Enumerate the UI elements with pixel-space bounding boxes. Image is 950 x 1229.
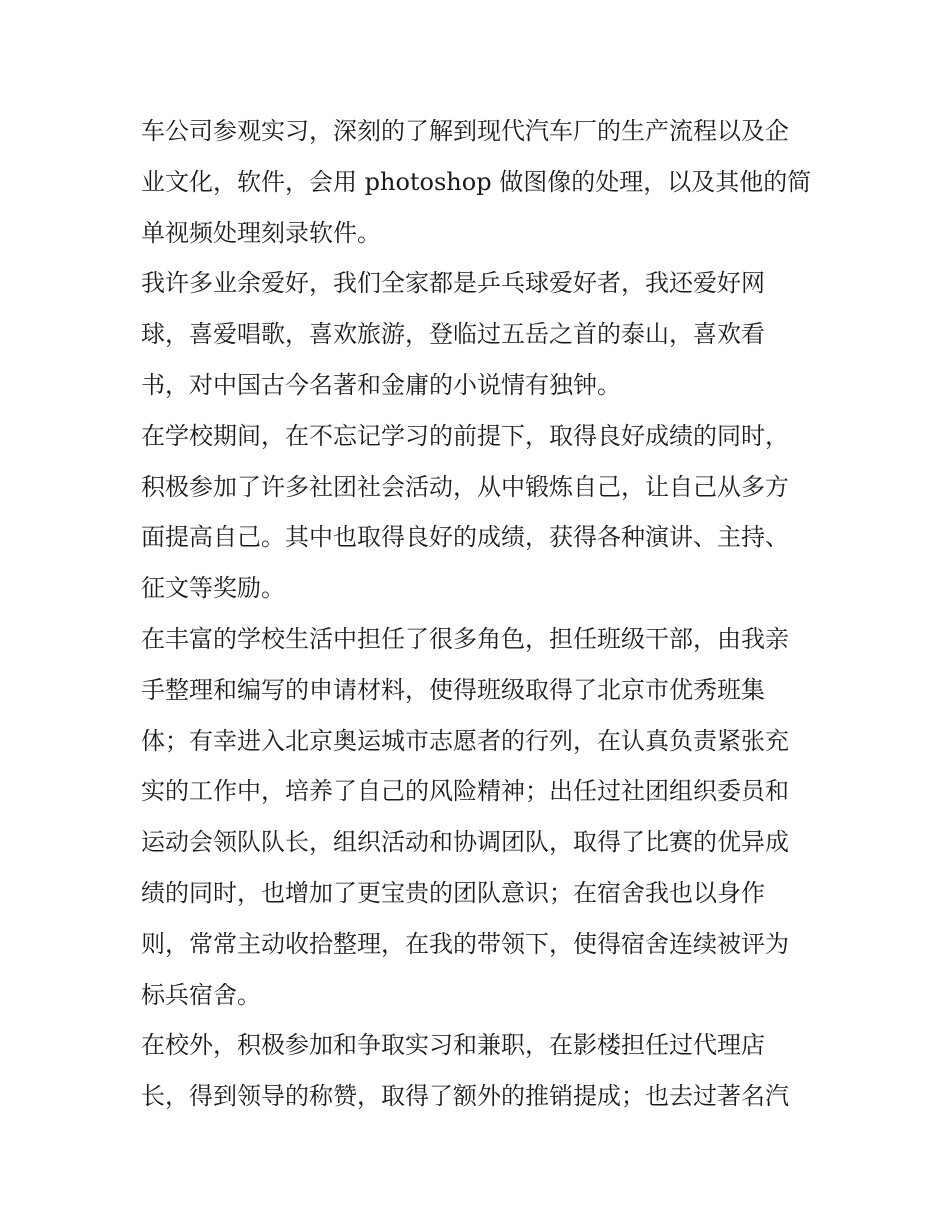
text-line: 积极参加了许多社团社会活动，从中锻炼自己，让自己从多方 <box>141 472 789 501</box>
paragraph-school-activities <box>141 411 841 614</box>
text-line: 实的工作中，培养了自己的风险精神；出任过社团组织委员和 <box>141 777 789 806</box>
paragraph-roles <box>141 614 841 1020</box>
text-line: 手整理和编写的申请材料，使得班级取得了北京市优秀班集 <box>141 675 765 704</box>
text-line: 面提高自己。其中也取得良好的成绩，获得各种演讲、主持、 <box>141 523 789 552</box>
text-line: 书，对中国古今名著和金庸的小说情有独钟。 <box>141 370 621 399</box>
text-line: 征文等奖励。 <box>141 574 285 603</box>
text-line: 在学校期间，在不忘记学习的前提下，取得良好成绩的同时， <box>141 421 789 450</box>
text-line: 车公司参观实习，深刻的了解到现代汽车厂的生产流程以及企 <box>141 117 789 145</box>
text-line: 球，喜爱唱歌，喜欢旅游，登临过五岳之首的泰山，喜欢看 <box>141 320 765 349</box>
paragraph-external-experience <box>141 1020 841 1122</box>
text-line: 在校外，积极参加和争取实习和兼职，在影楼担任过代理店 <box>141 1031 765 1060</box>
paragraph-hobbies <box>141 258 841 410</box>
text-line: 运动会领队队长，组织活动和协调团队，取得了比赛的优异成 <box>141 828 789 857</box>
text-line: 则，常常主动收拾整理，在我的带领下，使得宿舍连续被评为 <box>141 929 789 958</box>
text-line: 在丰富的学校生活中担任了很多角色，担任班级干部，由我亲 <box>141 624 789 653</box>
text-line: 绩的同时，也增加了更宝贵的团队意识；在宿舍我也以身作 <box>141 878 765 907</box>
text-line: 体；有幸进入北京奥运城市志愿者的行列，在认真负责紧张充 <box>141 726 789 755</box>
text-line: 我许多业余爱好，我们全家都是乒乓球爱好者，我还爱好网 <box>141 269 765 298</box>
text-line: 业文化，软件，会用 photoshop 做图像的处理，以及其他的简 <box>141 167 812 196</box>
text-line: 单视频处理刻录软件。 <box>141 218 381 247</box>
paragraph-internship-skills <box>141 106 841 258</box>
text-line: 标兵宿舍。 <box>141 980 261 1009</box>
document-body <box>141 106 841 1122</box>
text-line: 长，得到领导的称赞，取得了额外的推销提成；也去过著名汽 <box>141 1082 789 1111</box>
